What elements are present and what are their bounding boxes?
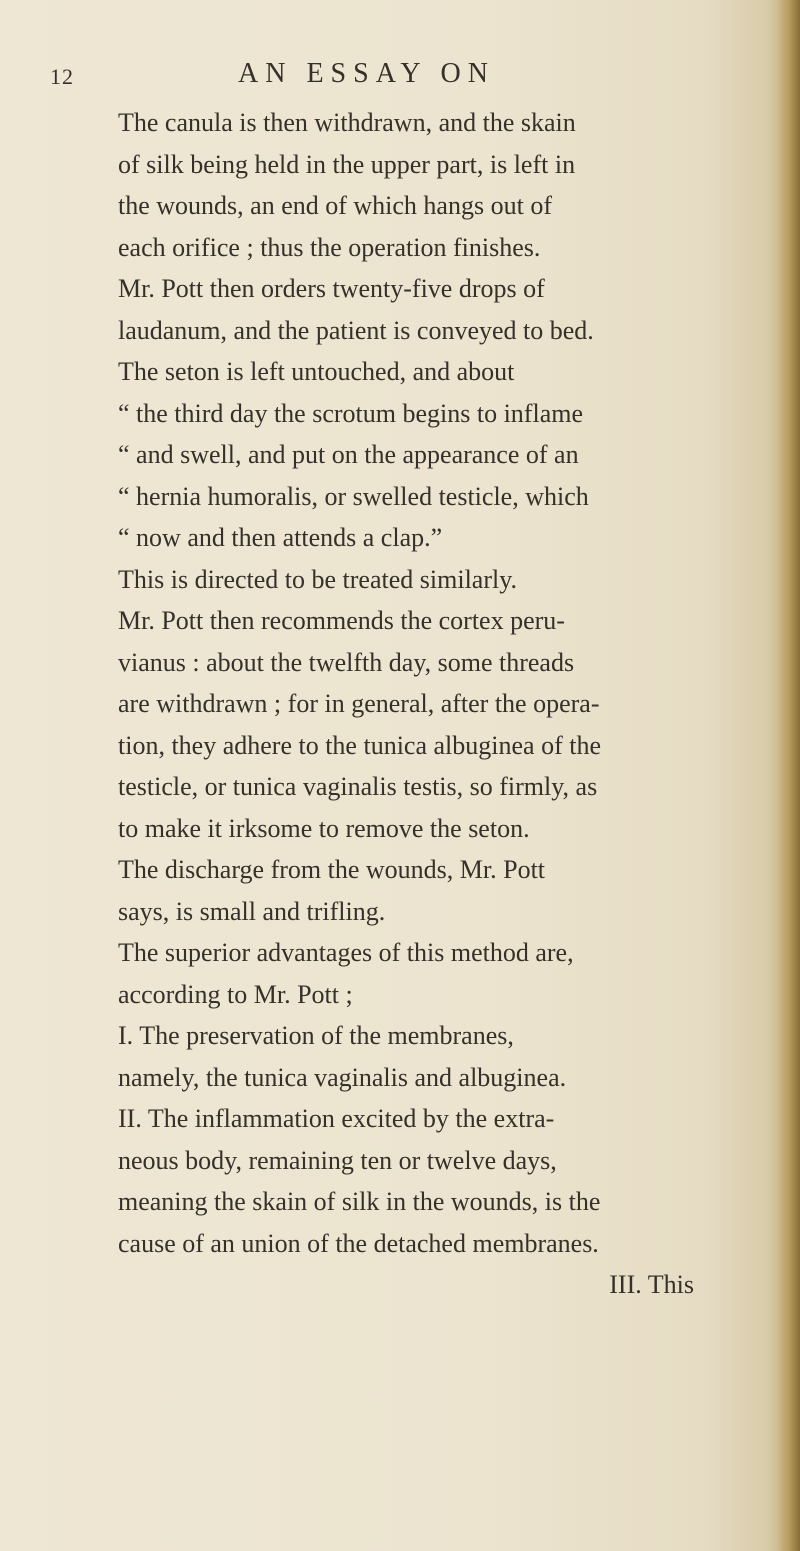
text-line: laudanum, and the patient is conveyed to bed. bbox=[118, 315, 594, 345]
text-line: Mr. Pott then recommends the cortex peru- bbox=[118, 606, 565, 635]
paragraph bbox=[56, 849, 744, 932]
paragraph bbox=[56, 1098, 744, 1264]
paragraph bbox=[56, 268, 744, 351]
text-line: Mr. Pott then orders twenty-five drops of bbox=[118, 274, 545, 303]
page-edge-shadow bbox=[778, 0, 800, 1551]
text-line: The superior advantages of this method are, bbox=[118, 938, 574, 967]
page-header bbox=[0, 58, 800, 98]
text-line: “ and swell, and put on the appearance of an bbox=[118, 440, 579, 469]
paragraph bbox=[56, 1015, 744, 1098]
text-line: says, is small and trifling. bbox=[118, 896, 386, 926]
text-line: II. The inflammation excited by the extra- bbox=[118, 1104, 555, 1133]
paragraph bbox=[56, 102, 744, 268]
body-text bbox=[56, 102, 744, 1306]
text-line: “ the third day the scrotum begins to inflame bbox=[118, 398, 583, 428]
text-line: The discharge from the wounds, Mr. Pott bbox=[118, 855, 546, 884]
text-line: according to Mr. Pott ; bbox=[118, 979, 353, 1009]
text-line: testicle, or tunica vaginalis testis, so firmly, as bbox=[118, 772, 598, 801]
text-line: namely, the tunica vaginalis and albuginea. bbox=[118, 1062, 567, 1092]
text-line: I. The preservation of the membranes, bbox=[118, 1021, 514, 1050]
catchword: III. This bbox=[609, 1270, 694, 1299]
text-line: to make it irksome to remove the seton. bbox=[118, 813, 530, 843]
text-line: each orifice ; thus the operation finishes. bbox=[118, 232, 541, 262]
text-line: This is directed to be treated similarly. bbox=[118, 564, 518, 594]
paragraph bbox=[56, 351, 744, 559]
text-line: neous body, remaining ten or twelve days, bbox=[118, 1145, 557, 1175]
text-line: “ now and then attends a clap.” bbox=[118, 523, 443, 552]
text-line: cause of an union of the detached membranes. bbox=[118, 1228, 599, 1258]
text-line: “ hernia humoralis, or swelled testicle, which bbox=[118, 481, 589, 511]
text-line: tion, they adhere to the tunica albuginea of the bbox=[118, 730, 601, 760]
text-line: vianus : about the twelfth day, some threads bbox=[118, 647, 575, 677]
page-number: 12 bbox=[50, 64, 74, 89]
paragraph bbox=[56, 600, 744, 849]
text-line: are withdrawn ; for in general, after the opera- bbox=[118, 689, 600, 718]
text-line: of silk being held in the upper part, is left in bbox=[118, 149, 576, 179]
paragraph bbox=[56, 932, 744, 1015]
running-head: AN ESSAY ON bbox=[238, 58, 495, 89]
text-line: The canula is then withdrawn, and the skain bbox=[118, 108, 576, 137]
text-line: the wounds, an end of which hangs out of bbox=[118, 191, 552, 220]
text-line: The seton is left untouched, and about bbox=[118, 357, 515, 386]
text-line: meaning the skain of silk in the wounds, is the bbox=[118, 1187, 601, 1216]
paragraph bbox=[56, 559, 744, 601]
